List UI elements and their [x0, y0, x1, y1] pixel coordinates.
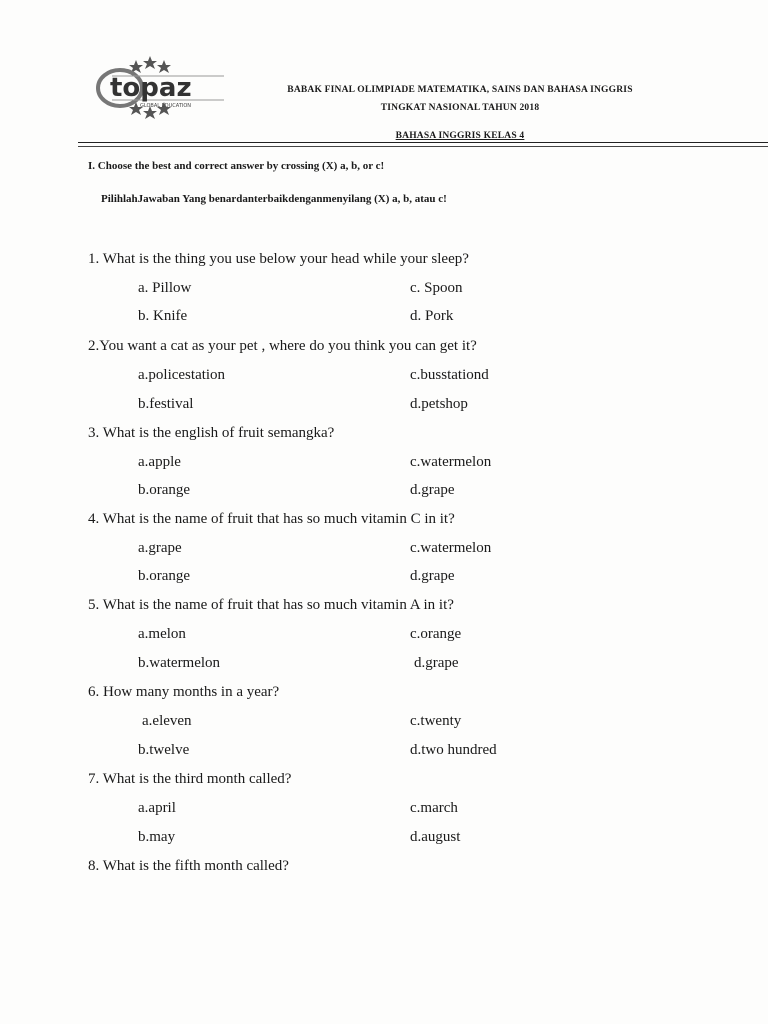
question-3: 3. What is the english of fruit semangka? [88, 425, 335, 441]
option-3a[interactable]: a.apple [138, 454, 181, 470]
subject-title: BAHASA INGGRIS KELAS 4 [395, 131, 525, 141]
option-6d[interactable]: d.two hundred [410, 742, 497, 758]
option-3b[interactable]: b.orange [138, 482, 191, 498]
option-6c[interactable]: c.twenty [410, 713, 462, 729]
option-5a[interactable]: a.melon [138, 626, 186, 642]
option-2a[interactable]: a.policestation [138, 367, 226, 383]
question-8: 8. What is the fifth month called? [88, 858, 289, 874]
option-4b[interactable]: b.orange [138, 568, 191, 584]
option-2c[interactable]: c.busstationd [410, 367, 489, 383]
instruction-indonesian: PilihlahJawaban Yang benardanterbaikdenganmenyilang (X) a, b, atau c! [101, 193, 447, 205]
header-title-line2: TINGKAT NASIONAL TAHUN 2018 [380, 103, 540, 113]
instruction-english: I. Choose the best and correct answer by crossing (X) a, b, or c! [88, 160, 385, 172]
option-5d[interactable]: d.grape [414, 655, 459, 671]
option-1d[interactable]: d. Pork [410, 308, 454, 324]
option-7a[interactable]: a.april [138, 800, 176, 816]
question-1: 1. What is the thing you use below your head while your sleep? [88, 251, 469, 267]
question-7: 7. What is the third month called? [88, 771, 292, 787]
logo-subtext: GLOBAL EDUCATION [140, 103, 192, 109]
option-1b[interactable]: b. Knife [138, 308, 188, 324]
option-2d[interactable]: d.petshop [410, 396, 468, 412]
option-5b[interactable]: b.watermelon [138, 655, 221, 671]
question-2: 2.You want a cat as your pet , where do you think you can get it? [88, 338, 477, 354]
header-divider-thin [78, 146, 768, 147]
header-title-line1: BABAK FINAL OLIMPIADE MATEMATIKA, SAINS DAN BAHASA INGGRIS [287, 85, 633, 95]
option-7b[interactable]: b.may [138, 829, 176, 845]
question-4: 4. What is the name of fruit that has so much vitamin C in it? [88, 511, 455, 527]
question-6: 6. How many months in a year? [88, 684, 280, 700]
option-3c[interactable]: c.watermelon [410, 454, 492, 470]
option-1a[interactable]: a. Pillow [138, 280, 192, 296]
option-4d[interactable]: d.grape [410, 568, 455, 584]
logo-wordmark: topaz [110, 73, 192, 103]
topaz-logo-icon [84, 52, 234, 124]
header-divider-thick [78, 142, 768, 143]
option-7d[interactable]: d.august [410, 829, 461, 845]
option-5c[interactable]: c.orange [410, 626, 462, 642]
option-4c[interactable]: c.watermelon [410, 540, 492, 556]
topaz-logo [84, 52, 234, 124]
option-7c[interactable]: c.march [410, 800, 458, 816]
option-4a[interactable]: a.grape [138, 540, 182, 556]
option-1c[interactable]: c. Spoon [410, 280, 463, 296]
question-5: 5. What is the name of fruit that has so much vitamin A in it? [88, 597, 454, 613]
option-6a[interactable]: a.eleven [142, 713, 192, 729]
option-3d[interactable]: d.grape [410, 482, 455, 498]
option-6b[interactable]: b.twelve [138, 742, 190, 758]
option-2b[interactable]: b.festival [138, 396, 194, 412]
